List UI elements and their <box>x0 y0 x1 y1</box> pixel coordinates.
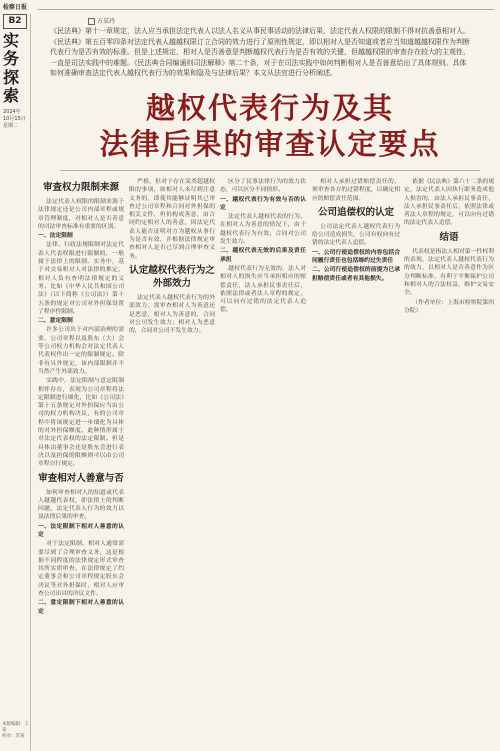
byline <box>88 16 115 25</box>
column-2 <box>129 178 215 336</box>
paragraph: 实践中，法定限制与意定限制相伴存在，表现为公司章程将法定限制进行细化，比如《公司法》第十五条规定对外担保应当由公司的权力机构决议，有的公司章程中将该规定进一步细化为具体的对外担保额度，此种情形属于对法定代表权的法定限制。但是具体由董事会还是股东会进行表决以及担保的限额则可以由公司章程自行规定。 <box>38 378 124 468</box>
page-credits <box>2 722 30 740</box>
author-affiliation: （作者单位：上海市检察院第四分院） <box>404 299 494 314</box>
paragraph: 依据《民法典》第六十二条的规定，法定代表人因执行职务造成他人损害的，由法人承担民事责任，法人承担民事责任后，依照法律或者法人章程的规定，可以向有过错的法定代表人追偿。 <box>404 179 494 227</box>
column-1-heading: 审查权力限制来源 <box>42 182 119 193</box>
subheading: 二、越权代表无效的后果及责任承担 <box>220 248 306 263</box>
editor-credit: 本版编辑：王某 <box>2 722 29 733</box>
section-title-2: 探索 <box>3 68 20 105</box>
subheading: 二、意定限制 <box>38 318 73 325</box>
page-number: B2 <box>3 14 27 29</box>
section-title-1: 实务 <box>3 31 20 68</box>
column-1-heading-2: 审查相对人善意与否 <box>38 472 124 484</box>
paragraph: 对于法定限制，相对人通常需要尽到了合理审查义务，这是根据不同程度的法律规定形式审查其所实质审查，在法律规定了约定董事会和公司章程规定股东会决议等对外担保时，相对人应审查公司出具的决议文件。 <box>38 541 124 598</box>
subheading: 一、公司行使追偿权的内容包括合同履行责任也包括缔约过失责任 <box>312 249 400 265</box>
paragraph: 公司法定代表人越权代表行为给公司造成损失，公司有权向有过错的法定代表人追偿。 <box>312 223 400 247</box>
subheading: 二、公司行使追偿权的前提为已承担赔偿责任或者有其他损失。 <box>312 267 400 282</box>
intro-paragraph: 《民法典》第十一章规定，法人应当承担法定代表人以法人名义从事民事活动的法律后果，法定代表人权限的限制不得对抗善意相对人。《民法典》第五百零四条对法定代表人越越权限订立合同的效力进行了原则性规定，即以相对人是否知道或者应当知道越越权限作为判断代表行为是否有效的标准。但是上述规定，相对人是否善意是判断越权代表行为是否有效的关键，但越越权限的审查存在较大的主观性，一直是司法实践中的难题。《民法典合同编通则司法解释》第二十条，对于在司法实践中如何判断相对人是否善意给出了具体规则。具体如何准确审查法定代表人越权代表行为的效果和隐及与法律后果？本文从法官进行分析阐述。 <box>50 27 470 77</box>
column-5-heading: 结语 <box>439 231 459 243</box>
date-weekday: 星期二 <box>3 123 19 129</box>
date-year: 2024年 <box>3 109 21 115</box>
paragraph: 法定代表人越权代表的行为，在相对人为善意的情况下，由于越权代表行为有效，合同对公司发生效力。 <box>220 214 306 246</box>
issue-date <box>3 109 26 130</box>
column-5 <box>404 178 494 316</box>
column-3 <box>220 178 306 316</box>
date-day: 10月15日 <box>3 116 26 122</box>
paragraph: 相对人承担过错赔偿责任的，须审查各方的过错程度，以确定相应的赔偿责任范围。 <box>312 179 400 202</box>
column-1 <box>38 178 124 617</box>
column-4 <box>312 178 400 284</box>
proofread-credit: 校对：苏某 <box>2 734 25 739</box>
paragraph: 严格，但对于存在某类超越权限的事项，如相对人未尽到注意义务的，即使其能够证明其已审查过公司章程和合同对外担保的相关文件，但仍构成善意，由合同约定相对人的善意，因法定代表人能否证明对方为越权从事行为是否有效，并根据法律规定审查相对人是否已尽到合理审查义务。 <box>129 179 215 260</box>
paragraph: 法律、行政法规限制对法定代表人代表权限进行限制的，一般属于法律上的限制。实务中，基于对交易相对人对法律的推定，相对人负有查明法律规定的义务。比如《中华人民共和国公司法》（以下简称《公司法》）第十五条的规定对公司对外担保设置了程序性限制。 <box>38 242 124 315</box>
headline-line-1: 越权代表行为及其 <box>145 93 394 125</box>
paragraph: 法定代表人权限的限制来源于法律规定还是公司内部章程或规章管理制度，对相对人是否善意的司法审查标准有重要的区别。 <box>38 199 124 230</box>
paragraph: 许多公司出于对内部治理的需要，公司章程以及股东（大）会等公司权力机构会对法定代表人代表权作出一定的限制规定。除非有另外规定，该内部限制并不当然产生外部效力。 <box>38 327 124 375</box>
column-4-heading: 公司追偿权的认定 <box>317 206 394 218</box>
column-2-heading: 认定越权代表行为之外部效力 <box>129 264 215 289</box>
subheading: 一、法定限制下相对人善意的认定 <box>38 523 124 538</box>
paragraph: 代表权是指法人相对第一性权利的表现，法定代表人越权代表行为的效力，以相对人是否善意作为区分判断标准，有利于平衡保护公司和相对人的合法权益，维护交易安全。 <box>404 248 494 297</box>
byline-box-icon <box>88 18 95 25</box>
subheading: 二、意定限制下相对人善意的认定 <box>38 600 124 615</box>
subheading: 一、法定限制 <box>38 233 73 240</box>
newspaper-name: 检察日报 <box>3 4 28 11</box>
headline-line-2: 法律后果的审查认定要点 <box>99 129 441 161</box>
subheading: 一、越权代表行为有效与否的认定 <box>220 196 306 211</box>
article-intro <box>50 26 470 79</box>
paragraph: 法定代表人越权代表行为的外部效力，需审查相对人为善意还是恶意，相对人为善意的，合同对公司发生效力；相对人为恶意的，合同对公司不发生效力。 <box>129 294 215 335</box>
masthead-rule <box>38 9 494 10</box>
paragraph: 区分了民事法律行为的效力状态，可以区分不同情形。 <box>220 179 306 194</box>
headline-rule <box>60 170 480 171</box>
sidebar <box>0 14 30 751</box>
paragraph: 如何审查相对人的知道或代表人越越代表权，即法律上的判断问题，法定代表人行为的效力以及法律后果的审查。 <box>38 489 124 521</box>
paragraph: 越权代表行为无效的，法人对相对人的损失应当承担相应的赔偿责任，法人承担民事责任后，依照法律或者法人章程的规定，可以向有过错的法定代表人追偿。 <box>220 265 306 314</box>
author-name: 方某玲 <box>97 18 116 25</box>
sidebar-divider <box>30 14 31 751</box>
masthead <box>0 0 500 14</box>
